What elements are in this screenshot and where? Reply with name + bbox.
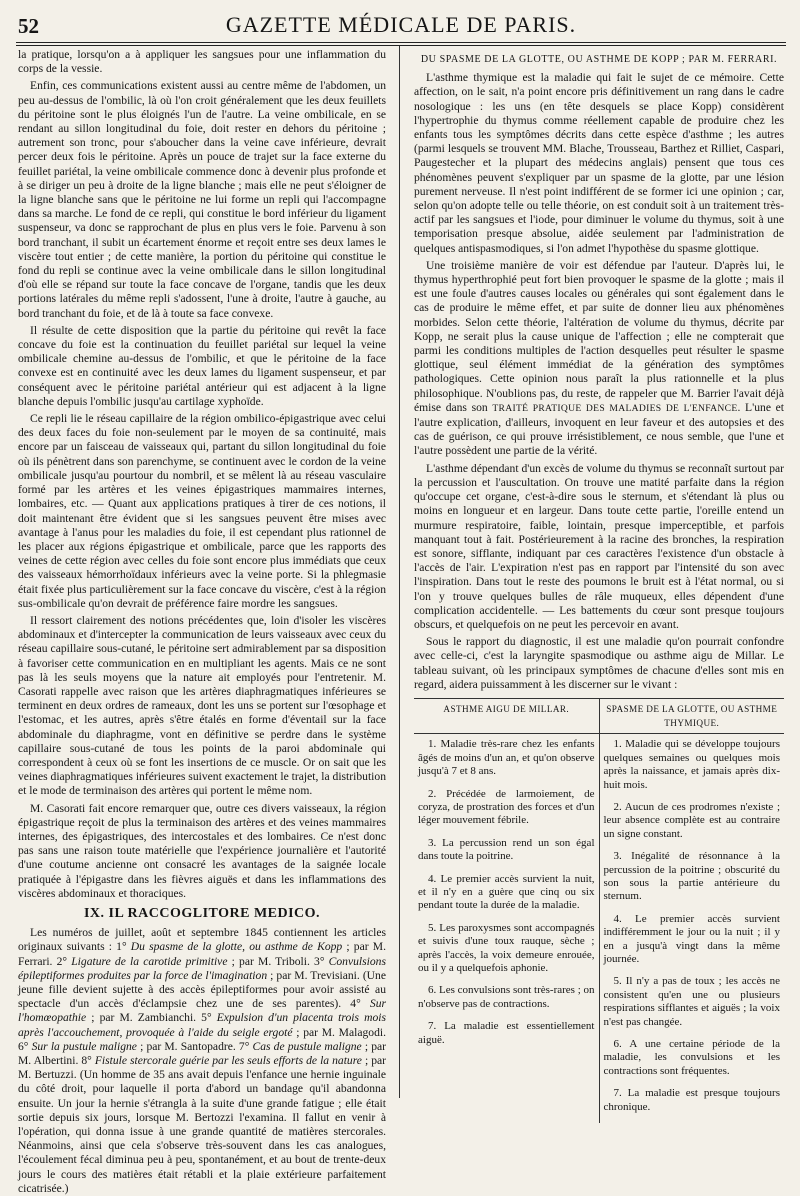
table-item: 7. La maladie est essentiellement aiguë. — [418, 1020, 595, 1046]
paragraph: Ce repli lie le réseau capillaire de la région ombilico-épigastrique avec celui des deux faces du foie non-seulement par le moyen de sa continuité, mais encore par un faisceau de vaisseaux qui, partant du sillon longitudinal du foie où ils pénètrent dans son parenchyme, se continuent avec le cordon de la veine ombilicale jusqu'au pourtour du nombril, et se mêlent là au réseau vasculaire formé par les artères et les veines épigastriques mammaires internes, lombaires, etc. — Quant aux applications pratiques à tirer de ces notions, il doit maintenant être évident que si les sangsues peuvent être mises avec avantage à l'anus pour les maladies du foie, il est cependant plus rationnel de les placer aux régions épigastrique et ombilicale, parce que les rapports des veines de cette région avec celles du foie sont encore plus immédiats que ceux des vaisseaux hémorrhoïdaux inférieurs avec la veine porte. Si la phlegmasie était fixée plus particulièrement sur la face concave du viscère, c'est à la région sus-ombilicale qu'on devrait de préférence faire mordre les sangsues. — [18, 412, 386, 610]
table-header-millar: ASTHME AIGU DE MILLAR. — [414, 699, 600, 733]
table-item: 4. Le premier accès survient la nuit, et il n'y en a guère que cinq ou six pendant toute la durée de la maladie. — [418, 872, 595, 912]
text-run: Une troisième manière de voir est défendue par l'auteur. D'après lui, le thymus hyperthrophié peut fort bien provoquer le spasme de la glotte ; mais il est une foule d'autres causes locales ou générales qui sont également dans le cas de produire le même effet, et par suite de donner lieu aux phénomènes morbides. Selon cette théorie, l'altération de volume du thymus, décrite par Kopp, ne serait plus la cause unique de l'affection ; elle ne compterait que parmi les conditions multiples de l'action desquelles peut résulter le spasme glottique, seul élément immédiat de la génération des symptômes pathologiques. Cette opinion nous paraît la plus rationnelle et la plus philosophique. N'oublions pas, du reste, de rappeler que M. Barrier l'avait déjà émise dans son — [414, 258, 784, 414]
table-item: 1. Maladie très-rare chez les enfants âgés de moins d'un an, et qu'on observe jusqu'à 7 et 8 ans. — [418, 738, 595, 778]
text-run: . L'une et l'autre explication, d'ailleurs, invoquent en leur faveur et des autopsies et des cas de guérison, ce qui prouve irrésistiblement, ce nous semble, que l'une et l'autre possèdent une partie de la vérité. — [414, 400, 784, 458]
article-title: DU SPASME DE LA GLOTTE, OU ASTHME DE KOPP ; PAR M. FERRARI. — [420, 54, 778, 65]
text-run: ; par M. Malagodi. 6° — [18, 1025, 386, 1053]
table-item: 3. La percussion rend un son égal dans toute la poitrine. — [418, 836, 595, 863]
paragraph: Il ressort clairement des notions précédentes que, loin d'isoler les viscères abdominaux et d'intercepter la communication de leurs vaisseaux avec ceux du réseau capillaire sous-cutané, le péritoine sert admirablement par sa disposition à favoriser cette communication en en multipliant les agents. Mais ce ne sont pas là les seuls moyens que la nature ait employés pour l'entretenir. M. Casorati rappelle avec raison que les artères diaphragmatiques inférieures se terminent en deux ordres de rameaux, dont les uns se portent sur l'œsophage et l'estomac, et les autres, après s'être étalés en forme d'éventail sur la face abdominale du diaphragme, vont en définitive se perdre dans le système capillaire sous-cutané de tous les points de la paroi abdominale qui correspondent à ceux où se font les insertions de ce muscle. Or on sait que les veines diaphragmatiques inférieures suivent exactement le trajet, la distribution et le mode de terminaison des artères qui portent le même nom. — [18, 613, 386, 798]
article-title-italic: Convulsions épileptiformes produites par la force de l'imagination — [18, 954, 386, 982]
paragraph: Il résulte de cette disposition que la partie du péritoine qui revêt la face concave du foie est la continuation du feuillet pariétal sur lequel la veine ombilicale chemine au-dessus de l'ombilic, et que le péritoine de la face convexe est en continuité avec les deux lames du ligament suspenseur, et par conséquent avec le péritoine pariétal antérieur qui est adjacent à la ligne blanche depuis l'ombilic jusqu'au cartilage xyphoïde. — [18, 323, 386, 408]
comparison-table-header — [414, 698, 784, 734]
paragraph — [414, 259, 784, 459]
book-title: TRAITÉ PRATIQUE DES MALADIES DE L'ENFANCE — [492, 402, 738, 414]
table-column-thymic — [600, 734, 785, 1123]
article-title-italic: Du spasme de la glotte, ou asthme de Kopp — [130, 940, 343, 954]
article-title-italic: Fistule stercorale guérie par les seuls efforts de la nature — [94, 1054, 362, 1068]
right-column — [414, 48, 785, 1113]
article-title-italic: Expulsion d'un placenta trois mois après l'accouchement, provoquée à l'aide du seigle ergoté — [18, 1011, 386, 1039]
paragraph: L'asthme thymique est la maladie qui fait le sujet de ce mémoire. Cette affection, on le sait, n'a point encore pris définitivement un rang dans le cadre nosologique : les uns (en tête desquels se place Kopp) considèrent l'hypertrophie du thymus comme réellement capable de produire chez les enfants tous les symptômes décrits dans cette espèce d'asthme ; les autres (parmi lesquels se trouvent MM. Blache, Trousseau, Barthez et Rilliet, Caspari, Paugestecher et la plupart des médecins anglais) pensent que tous ces phénomènes peuvent s'expliquer par un spasme de la glotte, par une lésion purement nerveuse. Il n'est point indifférent de se former ici une opinion ; car, selon qu'on adopte telle ou telle théorie, on est conduit soit à un traitement très-actif par les sangsues et l'iode, pour diminuer le volume du thymus, soit à une temporisation presque absolue, aidée seulement par l'administration de quelques antispasmodiques, si l'on admet l'hypothèse du spasme glottique. — [414, 71, 784, 255]
table-item: 4. Le premier accès survient indifféremment le jour ou la nuit ; il y en a jusqu'à vingt dans la même journée. — [603, 912, 780, 966]
table-item: 2. Précédée de larmoiement, de coryza, de prostration des forces et d'un léger mouvement fébrile. — [418, 787, 595, 827]
article-title-italic: Sur la pustule maligne — [31, 1039, 137, 1053]
table-column-millar — [414, 734, 600, 1123]
running-title: GAZETTE MÉDICALE DE PARIS. — [225, 12, 577, 37]
text-run: ; par M. Zambianchi. 5° — [86, 1011, 217, 1025]
article-title-italic: Cas de pustule maligne — [252, 1039, 362, 1053]
paragraph: la pratique, lorsqu'on a à appliquer les sangsues pour une inflammation du corps de la vessie. — [18, 48, 386, 76]
article-title-italic: Sur l'homœopathie — [18, 997, 386, 1025]
page-number: 52 — [18, 14, 39, 38]
text-run: ; par M. Trevisiani. (Une jeune fille devient sujette à des accès épileptiformes pour avoir assisté au spectacle d'un accès d'éclampsie chez une de ses parentes). 4° — [18, 968, 386, 1011]
text-run: Les numéros de juillet, août et septembre 1845 contiennent les articles originaux suivants : 1° — [18, 926, 386, 954]
paragraph: M. Casorati fait encore remarquer que, outre ces divers vaisseaux, la région épigastrique reçoit de plus la terminaison des artères et des veines mammaires internes, des épigastriques, des intercostales et des lombaires. Ce n'est donc pas sans une raison toute matérielle que l'expérience journalière et l'autorité d'une coutume ancienne ont consacré les avantages de la saignée locale pratiquée à l'épigastre dans les fièvres aiguës et dans les inflammations des viscères abdominaux et thoraciques. — [18, 801, 386, 900]
comparison-table — [414, 734, 784, 1123]
text-run: ; par M. Santopadre. 7° — [136, 1039, 253, 1053]
table-item: 7. La maladie est presque toujours chronique. — [603, 1087, 780, 1113]
text-run: ; par M. Albertini. 8° — [18, 1039, 386, 1068]
page-header — [16, 10, 786, 40]
paragraph: L'asthme dépendant d'un excès de volume du thymus se reconnaît surtout par la percussion et l'auscultation. On trouve une matité parfaite dans la région qu'occupe cet organe, c'est-à-dire sous le sternum, et s'étendant là plus ou moins en longueur et en largeur. Dans toute cette partie, l'oreille entend un murmure respiratoire, faible, lointain, presque imperceptible, et parfois manquant tout à fait. Postérieurement à la racine des bronches, la respiration est sonore, sifflante, indiquant par ces caractères l'existence d'un obstacle à l'accès de l'air. L'expiration n'est pas en rapport par l'intensité du son avec l'inspiration. Dans tout le reste des poumons le bruit est à l'état normal, ou si l'on y trouve quelques bulles de râle muqueux, elles dépendent d'une complication accidentelle. — Les battements du cœur sont presque toujours obscurs, et quelquefois on ne peut les percevoir en avant. — [414, 461, 785, 631]
text-run: ; par M. Bertuzzi. (Un homme de 35 ans avait depuis l'enfance une hernie inguinale du côté droit, pour laquelle il porta d'abord un bandage qu'il abandonna ensuite. Un jour la hernie s'étrangla à la suite d'une grande fatigue ; elle était sortie depuis six jours, lorsque M. Bertozzi l'examina. Il fallut en venir à l'opération, qui donna issue à une grande quantité de matières stercorales. Néanmoins, ainsi que cela s'observe très-souvent dans les cas analogues, l'écoulement fécal diminua peu à peu, spontanément, et au bout de trente-deux jours le cours des matières était rétabli et la plaie extérieure parfaitement cicatrisée.) — [18, 1054, 387, 1195]
table-item: 3. Inégalité de résonnance à la percussion de la poitrine ; obscurité du son sous la partie antérieure du sternum. — [603, 850, 780, 903]
header-rule-top — [16, 42, 786, 43]
section-title: IX. IL RACCOGLITORE MEDICO. — [83, 905, 321, 921]
table-item: 2. Aucun de ces prodromes n'existe ; leur absence complète est au contraire un signe constant. — [603, 800, 780, 840]
paragraph: Sous le rapport du diagnostic, il est une maladie qu'on pourrait confondre avec celle-ci, c'est la laryngite spasmodique ou asthme aigu de Millar. Le tableau suivant, où les principaux symptômes de chacune d'elles sont mis en regard, aidera puissamment à les discerner sur le vivant : — [414, 635, 784, 691]
table-item: 5. Il n'y a pas de toux ; les accès ne consistent qu'en une ou plusieurs respirations sifflantes et aiguës ; la voix n'est pas changée. — [603, 975, 780, 1028]
table-item: 6. Les convulsions sont très-rares ; on n'observe pas de contractions. — [418, 984, 595, 1010]
left-column — [18, 48, 387, 1195]
table-header-thymic: SPASME DE LA GLOTTE, OU ASTHME THYMIQUE. — [606, 703, 778, 729]
text-run: ; par M. Triboli. 3° — [227, 954, 329, 968]
table-item: 1. Maladie qui se développe toujours quelques semaines ou quelques mois après la naissance, et jamais après dix-huit mois. — [603, 738, 780, 791]
paragraph: Enfin, ces communications existent aussi au centre même de l'abdomen, un peu au-dessus de l'ombilic, là où l'on croit généralement que les deux feuillets du péritoine sont le plus éloignés l'un de l'autre. La veine ombilicale, en se rendant au sillon longitudinal du foie, doit rester en dehors du péritoine ; autrement son tronc, pour s'aboucher dans la veine cave inférieure, devrait percer deux fois le péritoine. Après un pouce de trajet sur la face externe du feuillet pariétal, la veine ombilicale commence donc à devenir plus profonde et à se diriger un peu à droite de la ligne blanche ; mais elle ne peut s'éloigner de la ligne blanche sans que le péritoine ne lui forme un repli qui l'accompagne dans sa marche. Le fond de ce repli, qui constitue le bord inférieur du ligament suspenseur, va donc se rapprochant de plus en plus vers le foie. Parvenu à son bord tranchant, il subit un écartement énorme et reçoit entre ses deux lames le viscère tout entier ; de cette manière, la portion du péritoine qui constitue le fond du repli se continue avec la veine ombilicale dans le sillon longitudinal d'où elle se répand sur toute la face concave de l'organe, tandis que les deux portions latérales du même repli s'adossent, l'une à droite, l'autre à gauche, au bord tranchant du foie, et de là à toute sa face convexe. — [18, 79, 386, 320]
column-divider — [399, 46, 400, 1098]
articles-list-paragraph — [18, 926, 386, 1196]
header-rule-bottom — [16, 45, 786, 46]
table-item: 5. Les paroxysmes sont accompagnés et suivis d'une toux rauque, sèche ; après l'accès, la voix demeure enrouée, ou il y a quelquefois aphonie. — [418, 921, 595, 975]
text-run: ; par M. Ferrari. 2° — [18, 940, 386, 968]
table-item: 6. A une certaine période de la maladie, les convulsions et les contractions sont fréquentes. — [603, 1038, 780, 1077]
article-title-italic: Ligature de la carotide primitive — [71, 954, 228, 968]
